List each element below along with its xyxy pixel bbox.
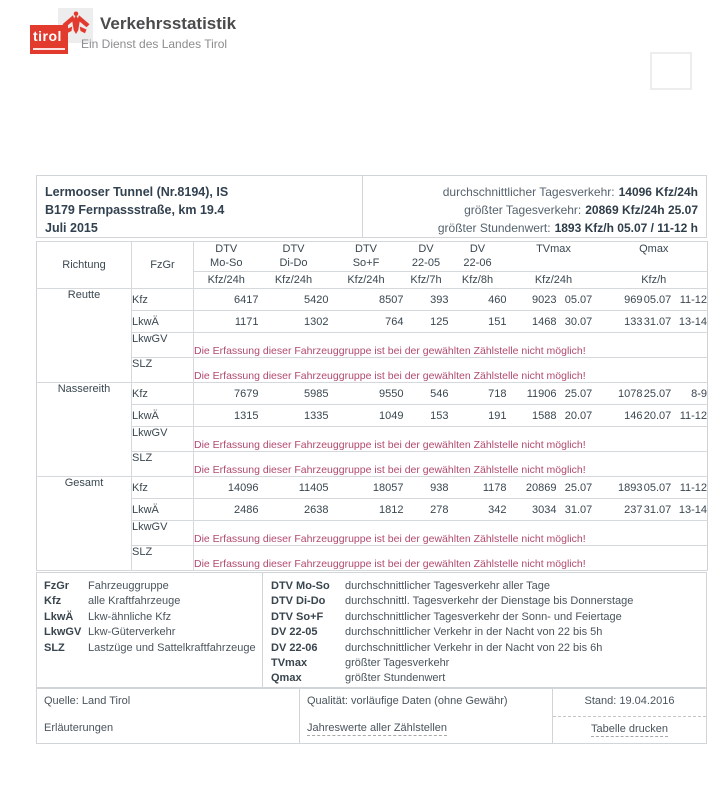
legend-vehicle-groups — [37, 573, 263, 687]
value-cell: 9550 — [329, 383, 404, 405]
col-header-fzgr: FzGr — [132, 242, 194, 289]
explanations-link[interactable]: Erläuterungen — [44, 722, 114, 734]
legend-term: DTV Mo-So — [271, 580, 330, 592]
table-row — [37, 311, 708, 333]
col-header-qmax: Qmax — [601, 242, 708, 272]
qmax-date: 31.07 — [643, 311, 673, 333]
qmax-date: 05.07 — [643, 289, 673, 311]
fzgr-label: LkwÄ — [132, 405, 194, 427]
qmax-value: 133 — [601, 311, 643, 333]
station-info-box — [36, 175, 707, 238]
unit-dtv-dido: Kfz/24h — [259, 272, 329, 289]
fzgr-label: LkwGV — [132, 521, 194, 546]
fzgr-label: SLZ — [132, 546, 194, 571]
col-header-dv-2206: DV 22-06 — [449, 242, 507, 272]
tvmax-value: 1588 — [507, 405, 557, 427]
tvmax-value: 20869 — [507, 477, 557, 499]
legend-item — [271, 641, 706, 656]
summary-value: 1893 Kfz/h 05.07 / 11-12 h — [554, 221, 698, 235]
legend-term: DTV So+F — [271, 610, 324, 623]
legend-metrics — [263, 573, 706, 687]
direction-reutte: Reutte — [37, 289, 132, 383]
yearly-values-link[interactable]: Jahreswerte aller Zählstellen — [307, 722, 448, 734]
direction-gesamt: Gesamt — [37, 477, 132, 571]
traffic-summary — [363, 176, 706, 237]
not-possible-message: Die Erfassung dieser Fahrzeuggruppe ist bei der gewählten Zählstelle nicht möglich! — [194, 427, 708, 452]
tvmax-value: 3034 — [507, 499, 557, 521]
unit-tvmax: Kfz/24h — [507, 272, 601, 289]
table-row-unavailable — [37, 452, 708, 477]
station-name: Lermooser Tunnel (Nr.8194), IS — [45, 185, 229, 199]
legend-item — [271, 610, 706, 625]
legend-term: FzGr — [44, 580, 70, 592]
col-header-dtv-dido: DTV Di-Do — [259, 242, 329, 272]
value-cell: 1178 — [449, 477, 507, 499]
tirol-logo-claim-bar — [33, 48, 65, 50]
print-table-button[interactable]: Tabelle drucken — [590, 723, 669, 735]
summary-line — [363, 219, 698, 237]
tirol-logo-red-box — [30, 25, 68, 54]
legend-term: SLZ — [44, 641, 65, 654]
traffic-statistics-table — [36, 241, 708, 571]
qmax-value: 146 — [601, 405, 643, 427]
value-cell: 153 — [404, 405, 449, 427]
legend-desc: Lkw-ähnliche Kfz — [88, 610, 172, 623]
col-header-richtung: Richtung — [37, 242, 132, 289]
table-row — [37, 405, 708, 427]
table-row — [37, 289, 708, 311]
legend-item — [271, 594, 706, 609]
fzgr-label: SLZ — [132, 358, 194, 383]
qmax-value: 237 — [601, 499, 643, 521]
summary-line — [363, 183, 698, 201]
fzgr-label: LkwÄ — [132, 311, 194, 333]
legend-item — [44, 610, 262, 625]
legend-item — [271, 579, 706, 594]
qmax-time: 13-14 — [673, 499, 708, 521]
not-possible-message: Die Erfassung dieser Fahrzeuggruppe ist bei der gewählten Zählstelle nicht möglich! — [194, 521, 708, 546]
summary-label: größter Tagesverkehr: — [464, 203, 582, 217]
legend-desc: alle Kraftfahrzeuge — [88, 595, 181, 608]
legend-item — [44, 579, 262, 594]
table-row-unavailable — [37, 521, 708, 546]
fzgr-label: Kfz — [132, 477, 194, 499]
summary-value: 14096 Kfz/24h — [618, 185, 698, 199]
stand-date: Stand: 19.04.2016 — [584, 695, 675, 707]
unit-qmax: Kfz/h — [601, 272, 708, 289]
legend-item — [44, 594, 262, 609]
value-cell: 393 — [404, 289, 449, 311]
footer-box — [36, 688, 707, 744]
legend-item — [271, 656, 706, 671]
legend-desc: Lkw-Güterverkehr — [88, 626, 176, 639]
fzgr-label: Kfz — [132, 289, 194, 311]
legend-term: Kfz — [44, 595, 62, 608]
legend-desc: größter Tagesverkehr — [345, 657, 450, 670]
qmax-date: 31.07 — [643, 499, 673, 521]
qmax-date: 20.07 — [643, 405, 673, 427]
col-header-dtv-sof: DTV So+F — [329, 242, 404, 272]
value-cell: 460 — [449, 289, 507, 311]
qmax-time: 11-12 — [673, 477, 708, 499]
value-cell: 5985 — [259, 383, 329, 405]
legend-term: LkwÄ — [44, 610, 74, 623]
tvmax-value: 11906 — [507, 383, 557, 405]
value-cell: 764 — [329, 311, 404, 333]
legend-desc: durchschnittl. Tagesverkehr der Dienstage bis Donnerstage — [345, 595, 634, 608]
qmax-date: 05.07 — [643, 477, 673, 499]
legend-desc: durchschnittlicher Verkehr in der Nacht von 22 bis 6h — [345, 641, 603, 654]
fzgr-label: Kfz — [132, 383, 194, 405]
value-cell: 7679 — [194, 383, 259, 405]
value-cell: 342 — [449, 499, 507, 521]
fzgr-label: LkwGV — [132, 333, 194, 358]
value-cell: 6417 — [194, 289, 259, 311]
value-cell: 546 — [404, 383, 449, 405]
table-row — [37, 477, 708, 499]
source-text: Quelle: Land Tirol — [44, 695, 131, 707]
legend-term: LkwGV — [44, 626, 82, 639]
legend-desc: größter Stundenwert — [345, 672, 446, 685]
unit-dtv-moso: Kfz/24h — [194, 272, 259, 289]
value-cell: 1302 — [259, 311, 329, 333]
value-cell: 1049 — [329, 405, 404, 427]
unit-dtv-sof: Kfz/24h — [329, 272, 404, 289]
page-subtitle: Ein Dienst des Landes Tirol — [81, 37, 228, 51]
fzgr-label: LkwGV — [132, 427, 194, 452]
tvmax-date: 31.07 — [557, 499, 601, 521]
table-row-unavailable — [37, 333, 708, 358]
col-header-tvmax: TVmax — [507, 242, 601, 272]
legend-item — [271, 625, 706, 640]
legend-term: Qmax — [271, 672, 302, 685]
value-cell: 18057 — [329, 477, 404, 499]
legend-desc: Fahrzeuggruppe — [88, 580, 169, 592]
station-info — [37, 176, 363, 237]
empty-image-placeholder — [650, 52, 692, 90]
fzgr-label: SLZ — [132, 452, 194, 477]
legend-desc: durchschnittlicher Verkehr in der Nacht von 22 bis 5h — [345, 626, 603, 639]
qmax-time: 11-12 — [673, 405, 708, 427]
unit-dv-2206: Kfz/8h — [449, 272, 507, 289]
tirol-logo-text: tirol — [33, 28, 62, 44]
col-header-dtv-moso: DTV Mo-So — [194, 242, 259, 272]
summary-label: durchschnittlicher Tagesverkehr: — [442, 185, 615, 199]
summary-label: größter Stundenwert: — [437, 221, 551, 235]
legend-term: DV 22-05 — [271, 626, 318, 639]
tvmax-value: 9023 — [507, 289, 557, 311]
summary-line — [363, 201, 698, 219]
quality-text: Qualität: vorläufige Daten (ohne Gewähr) — [299, 689, 553, 716]
value-cell: 2486 — [194, 499, 259, 521]
table-row-unavailable — [37, 358, 708, 383]
value-cell: 11405 — [259, 477, 329, 499]
value-cell: 14096 — [194, 477, 259, 499]
value-cell: 8507 — [329, 289, 404, 311]
tvmax-date: 30.07 — [557, 311, 601, 333]
legend-box — [36, 572, 707, 688]
not-possible-message: Die Erfassung dieser Fahrzeuggruppe ist bei der gewählten Zählstelle nicht möglich! — [194, 358, 708, 383]
summary-value: 20869 Kfz/24h 25.07 — [585, 203, 698, 217]
legend-desc: Lastzüge und Sattelkraftfahrzeuge — [88, 641, 256, 654]
direction-nassereith: Nassereith — [37, 383, 132, 477]
tvmax-date: 25.07 — [557, 477, 601, 499]
value-cell: 938 — [404, 477, 449, 499]
station-period: Juli 2015 — [45, 221, 98, 235]
fzgr-label: LkwÄ — [132, 499, 194, 521]
qmax-time: 13-14 — [673, 311, 708, 333]
qmax-value: 1078 — [601, 383, 643, 405]
not-possible-message: Die Erfassung dieser Fahrzeuggruppe ist bei der gewählten Zählstelle nicht möglich! — [194, 452, 708, 477]
value-cell: 1812 — [329, 499, 404, 521]
page-title: Verkehrsstatistik — [100, 14, 237, 33]
value-cell: 1335 — [259, 405, 329, 427]
not-possible-message: Die Erfassung dieser Fahrzeuggruppe ist bei der gewählten Zählstelle nicht möglich! — [194, 333, 708, 358]
legend-term: TVmax — [271, 657, 308, 670]
legend-item — [44, 641, 262, 656]
table-row — [37, 383, 708, 405]
not-possible-message: Die Erfassung dieser Fahrzeuggruppe ist bei der gewählten Zählstelle nicht möglich! — [194, 546, 708, 571]
value-cell: 718 — [449, 383, 507, 405]
table-row-unavailable — [37, 427, 708, 452]
table-row-unavailable — [37, 546, 708, 571]
value-cell: 1315 — [194, 405, 259, 427]
station-road: B179 Fernpassstraße, km 19.4 — [45, 203, 225, 217]
tvmax-date: 20.07 — [557, 405, 601, 427]
table-header-row — [37, 242, 708, 272]
qmax-time: 8-9 — [673, 383, 708, 405]
legend-desc: durchschnittlicher Tagesverkehr der Sonn- und Feiertage — [345, 610, 622, 623]
tvmax-value: 1468 — [507, 311, 557, 333]
legend-item — [271, 671, 706, 686]
value-cell: 2638 — [259, 499, 329, 521]
table-row — [37, 499, 708, 521]
legend-desc: durchschnittlicher Tagesverkehr aller Tage — [345, 580, 551, 592]
tvmax-date: 05.07 — [557, 289, 601, 311]
tvmax-date: 25.07 — [557, 383, 601, 405]
value-cell: 5420 — [259, 289, 329, 311]
qmax-value: 1893 — [601, 477, 643, 499]
value-cell: 191 — [449, 405, 507, 427]
qmax-date: 25.07 — [643, 383, 673, 405]
qmax-value: 969 — [601, 289, 643, 311]
legend-term: DTV Di-Do — [271, 595, 326, 608]
value-cell: 1171 — [194, 311, 259, 333]
col-header-dv-2205: DV 22-05 — [404, 242, 449, 272]
qmax-time: 11-12 — [673, 289, 708, 311]
legend-item — [44, 625, 262, 640]
value-cell: 125 — [404, 311, 449, 333]
unit-dv-2205: Kfz/7h — [404, 272, 449, 289]
legend-term: DV 22-06 — [271, 641, 318, 654]
value-cell: 151 — [449, 311, 507, 333]
value-cell: 278 — [404, 499, 449, 521]
